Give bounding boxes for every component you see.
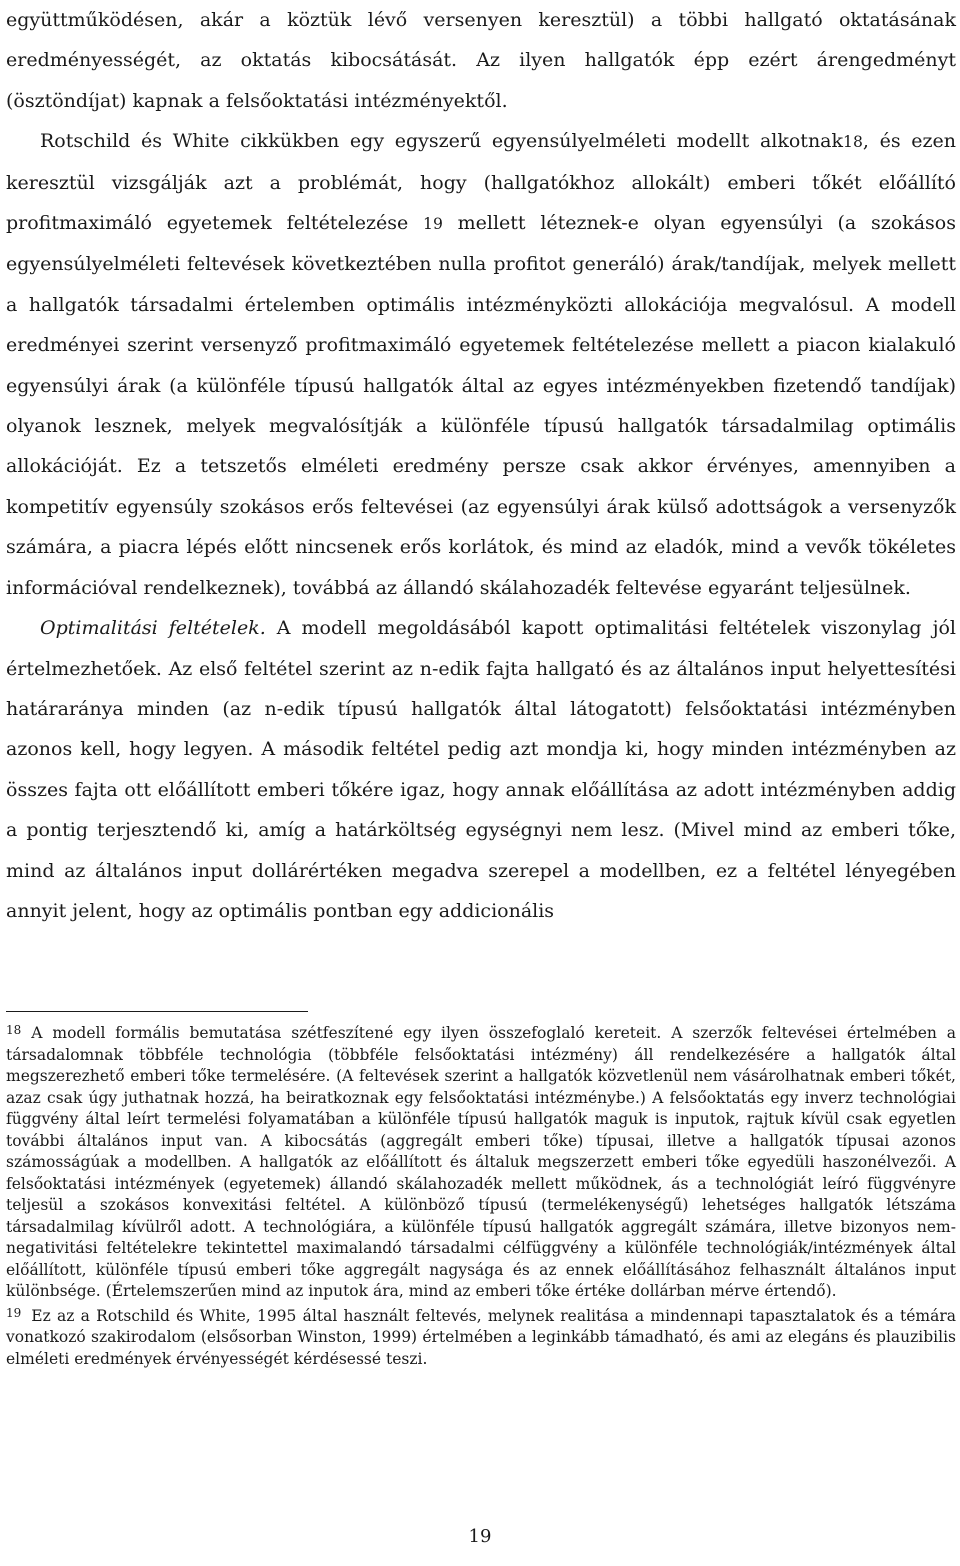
paragraph-3 bbox=[6, 608, 956, 931]
footnotes bbox=[6, 1020, 956, 1370]
page-content bbox=[6, 0, 956, 931]
page-number: 19 bbox=[468, 1526, 492, 1547]
paragraph-2 bbox=[6, 121, 956, 608]
footnote-number: 19 bbox=[6, 1305, 22, 1320]
footnote-ref-19[interactable]: 19 bbox=[423, 215, 443, 234]
footnote-18 bbox=[6, 1020, 956, 1303]
footnote-text: Ez az a Rotschild és White, 1995 által használt feltevés, melynek realitása a mindennapi tapasztalatok és a témára vonatkozó szakirodalom (elsősorban Winston, 1999) értelmében a leginkább támadható, és ami az elegáns és plauzibilis elméleti eredmények érvényességét kérdésessé teszi. bbox=[6, 1306, 956, 1368]
paragraph-2-part-c: mellett léteznek-e olyan egyensúlyi (a szokásos egyensúlyelméleti feltevések következtében nulla profitot generáló) árak/tandíjak, melyek mellett a hallgatók társadalmi értelemben optimális intézményközti allokációja megvalósul. A modell eredményei szerint versenyző profitmaximáló egyetemek feltételezése mellett a piacon kialakuló egyensúlyi árak (a különféle típusú hallgatók által az egyes intézményekben fizetendő tandíjak) olyanok lesznek, melyek megvalósítják a különféle típusú hallgatók társadalmilag optimális allokációját. Ez a tetszetős elméleti eredmény persze csak akkor érvényes, amennyiben a kompetitív egyensúly szokásos erős feltevései (az egyensúlyi árak külső adottságok a versenyzők számára, a piacra lépés előtt nincsenek erős korlátok, és mind az eladók, mind a vevők tökéletes információval rendelkeznek), továbbá az állandó skálahozadék feltevése egyaránt teljesülnek. bbox=[6, 212, 956, 599]
footnote-ref-18[interactable]: 18 bbox=[843, 133, 863, 152]
footnote-text: A modell formális bemutatása szétfeszítené egy ilyen összefoglaló kereteit. A szerzők feltevései értelmében a társadalomnak többféle technológia (többféle felsőoktatási intézmény) áll rendelkezésére a hallgatók által megszerezhető emberi tőke termelésére. (A feltevések szerint a hallgatók közvetlenül nem vásárolhatnak emberi tőkét, azaz csak úgy juthatnak hozzá, ha beiratkoznak egy felsőoktatási intézménybe.) A felsőoktatás egy inverz technológiai függvény által leírt termelési folyamatában a különféle típusú hallgatók maguk is inputok, rajtuk kívül csak egyetlen további általános input van. A kibocsátás (aggregált emberi tőke) típusai, illetve a hallgatók típusai azonos számosságúak a modellben. A hallgatók az előállított és általuk megszerzett emberi tőke egyedüli haszonélvezői. A felsőoktatási intézmények (egyetemek) állandó skálahozadék mellett működnek, ás a technológiát leíró függvényre teljesül a szokásos konvexitási feltétel. A különböző típusú (termelékenységű) lehetséges hallgatók létszáma társadalmilag kívülről adott. A technológiára, a különféle típusú hallgatók aggregált számára, illetve bizonyos nem-negativitási feltételekre tekintettel maximalandó társadalmi célfüggvény a különféle technológiák/intézmények által előállított, különféle típusú emberi tőke aggregált nagysága és az ennek előállításához felhasznált általános input különbsége. (Értelemszerűen mind az inputok ára, mind az emberi tőke értéke dollárban mérve értendő). bbox=[6, 1024, 956, 1300]
section-title-optimality: Optimalitási feltételek. bbox=[40, 617, 266, 640]
footnote-separator bbox=[6, 1011, 308, 1012]
paragraph-2-part-b: , és ezen keresztül vizsgálják azt a problémát, hogy (hallgatókhoz allokált) emberi tőkét előállító profitmaximáló egyetemek feltételezése bbox=[6, 130, 956, 235]
paragraph-3-text: A modell megoldásából kapott optimalitási feltételek viszonylag jól értelmezhetőek. Az első feltétel szerint az n-edik fajta hallgató és az általános input helyettesítési határaránya minden (az n-edik típusú hallgatók által látogatott) felsőoktatási intézményben azonos kell, hogy legyen. A második feltétel pedig azt mondja ki, hogy minden intézményben az összes fajta ott előállított emberi tőkére igaz, hogy annak előállítása az adott intézményben addig a pontig terjesztendő ki, amíg a határköltség egységnyi nem lesz. (Mivel mind az emberi tőke, mind az általános input dollárértéken megadva szerepel a modellben, ez a feltétel lényegében annyit jelent, hogy az optimális pontban egy addicionális bbox=[6, 617, 957, 922]
paragraph-2-part-a: Rotschild és White cikkükben egy egyszerű egyensúlyelméleti modellt alkotnak bbox=[40, 130, 844, 153]
paragraph-1: együttműködésen, akár a köztük lévő versenyen keresztül) a többi hallgató oktatásának eredményességét, az oktatás kibocsátását. Az ilyen hallgatók épp ezért árengedményt (ösztöndíjat) kapnak a felsőoktatási intézményektől. bbox=[6, 9, 956, 112]
footnote-number: 18 bbox=[6, 1023, 22, 1037]
main-text bbox=[6, 0, 956, 931]
footnote-19 bbox=[6, 1303, 956, 1371]
